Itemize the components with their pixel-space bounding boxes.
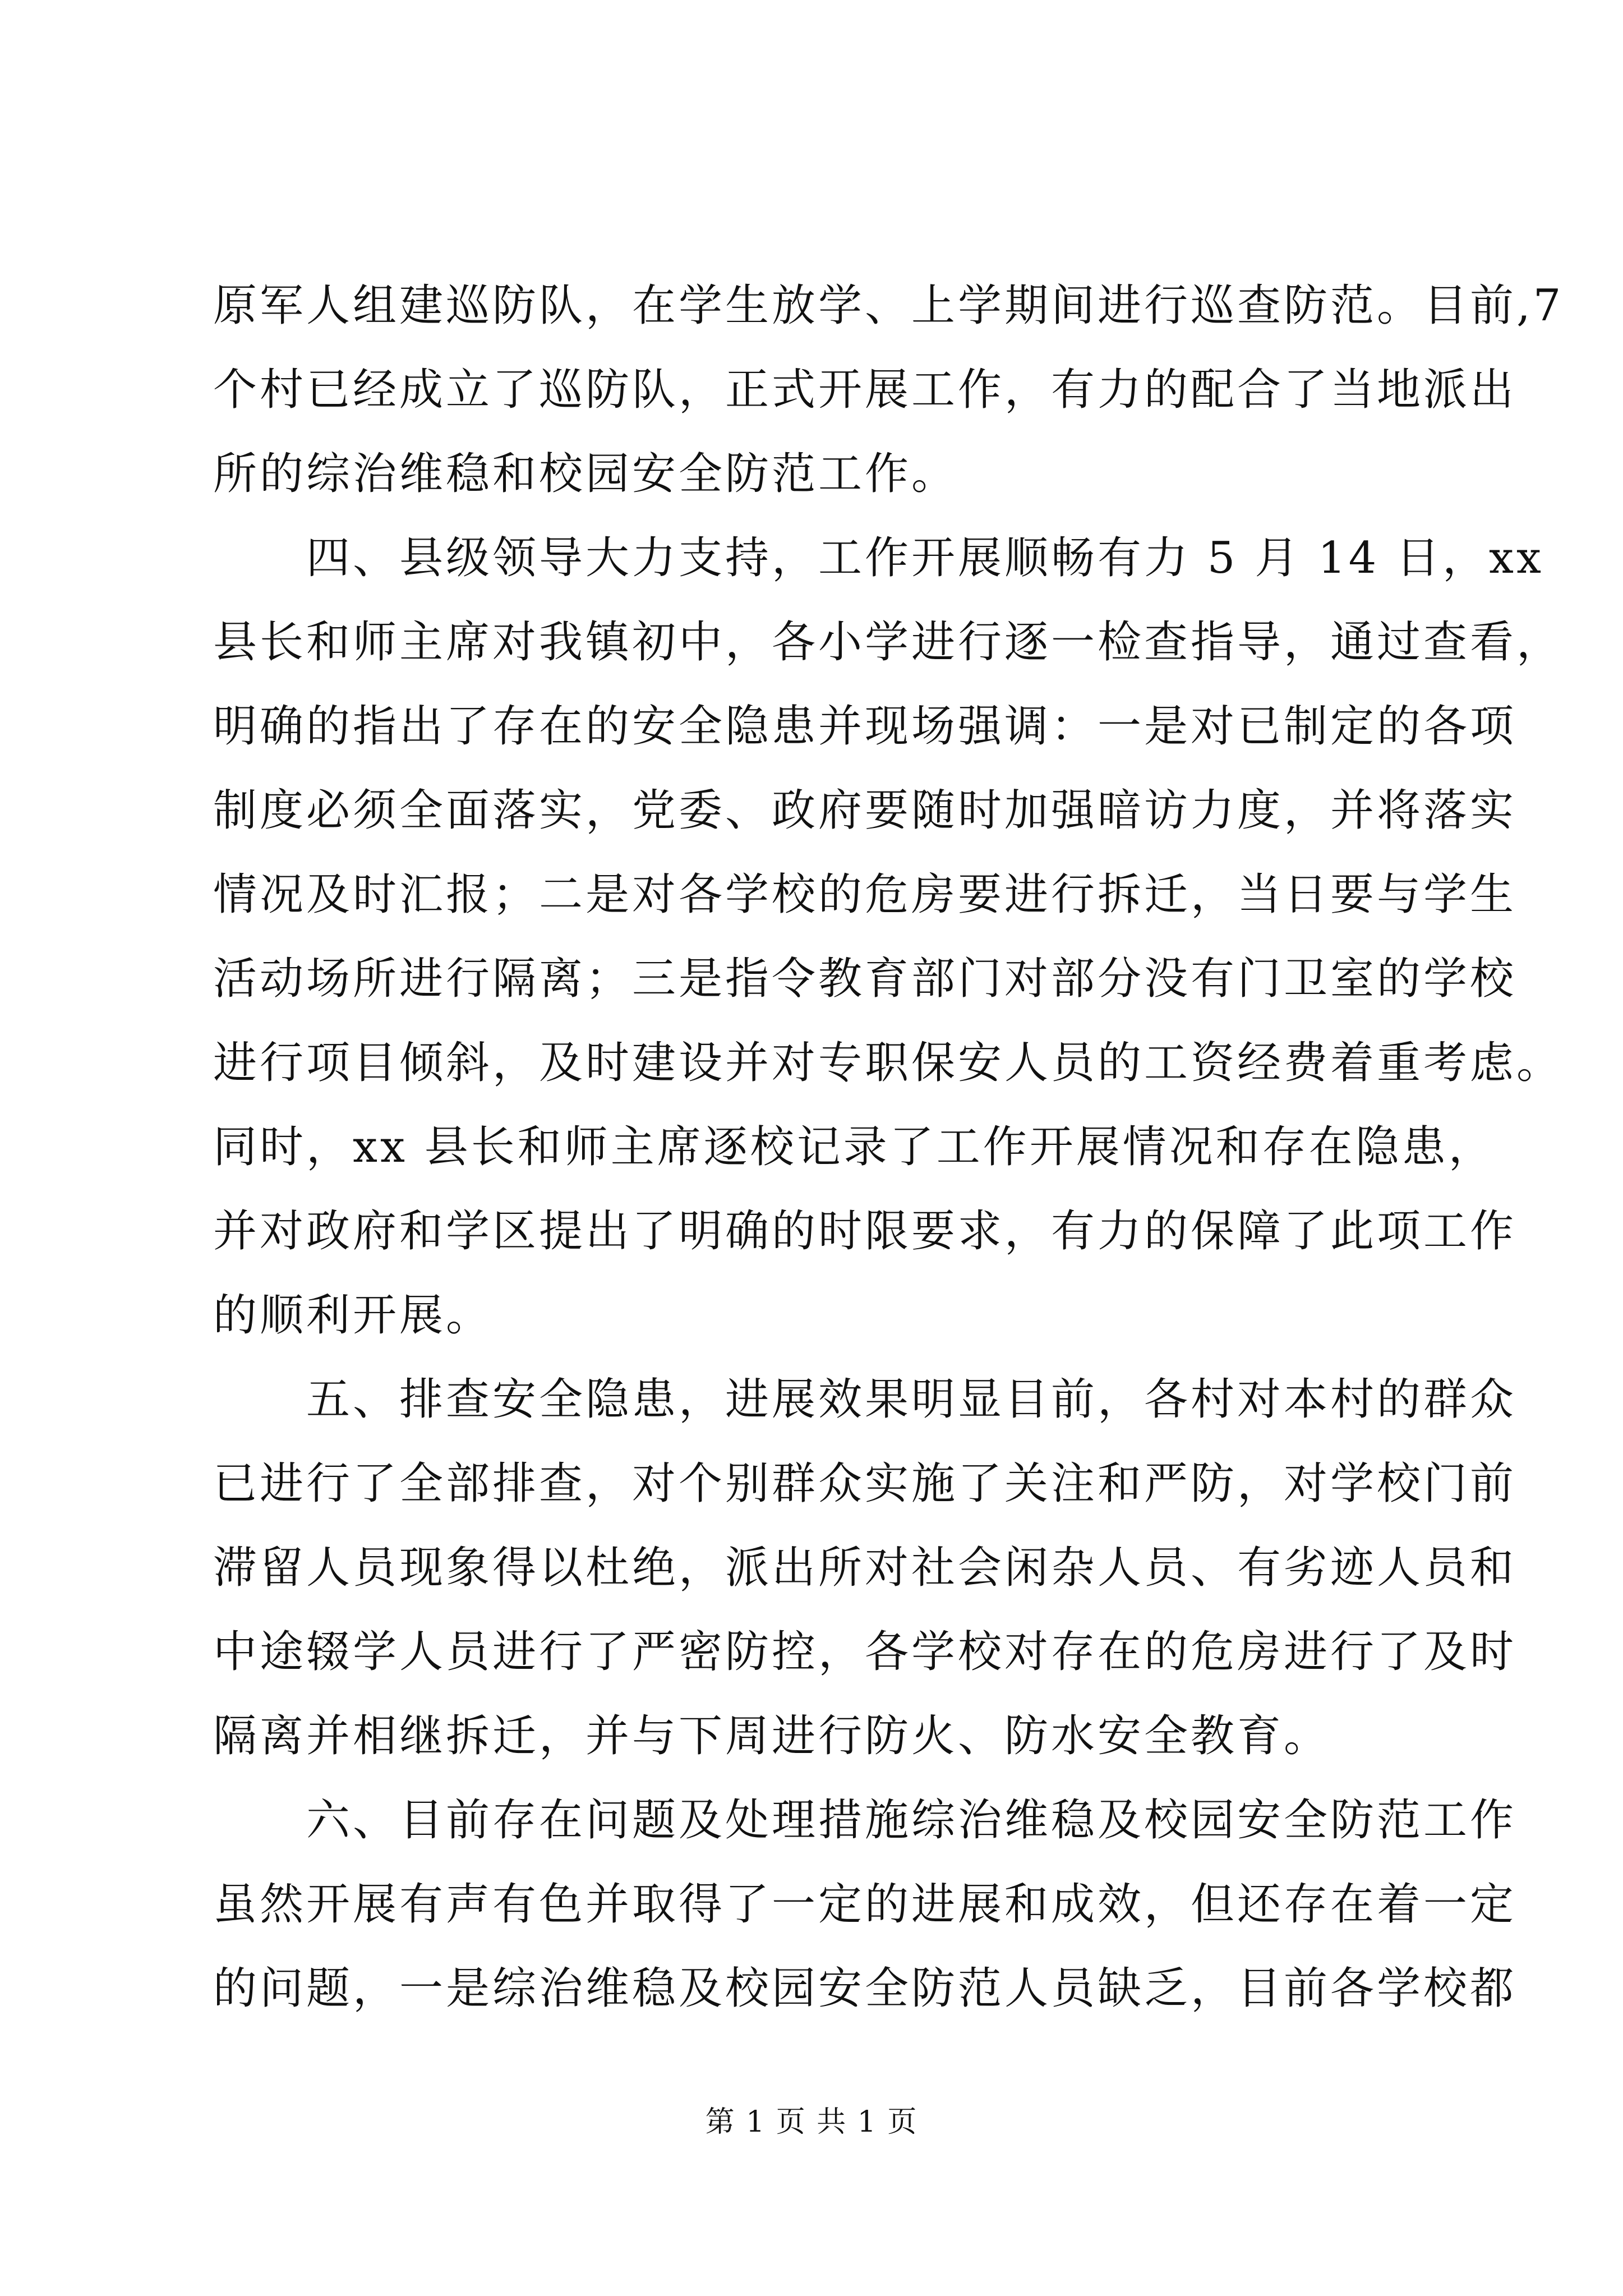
text-line: 五、排查安全隐患，进展效果明显目前，各村对本村的群众 bbox=[213, 1374, 1517, 1425]
text-line: 四、县级领导大力支持，工作开展顺畅有力 5 月 14 日，xx bbox=[213, 533, 1544, 583]
text-line: 六、目前存在问题及处理措施综治维稳及校园安全防范工作 bbox=[213, 1795, 1517, 1846]
text-line: 同时，xx 县长和师主席逐校记录了工作开展情况和存在隐患， bbox=[213, 1122, 1495, 1172]
text-line: 已进行了全部排查，对个别群众实施了关注和严防，对学校门前 bbox=[213, 1458, 1517, 1509]
text-line: 虽然开展有声有色并取得了一定的进展和成效，但还存在着一定 bbox=[213, 1879, 1517, 1930]
text-line: 个村已经成立了巡防队，正式开展工作，有力的配合了当地派出 bbox=[213, 365, 1517, 415]
text-line: 隔离并相继拆迁，并与下周进行防火、防水安全教育。 bbox=[213, 1711, 1331, 1761]
text-line: 滞留人员现象得以杜绝，派出所对社会闲杂人员、有劣迹人员和 bbox=[213, 1543, 1517, 1593]
text-line: 进行项目倾斜，及时建设并对专职保安人员的工资经费着重考虑。 bbox=[213, 1038, 1564, 1088]
text-line: 制度必须全面落实，党委、政府要随时加强暗访力度，并将落实 bbox=[213, 785, 1517, 836]
text-line: 中途辍学人员进行了严密防控，各学校对存在的危房进行了及时 bbox=[213, 1627, 1517, 1677]
page-footer bbox=[0, 2098, 1623, 2140]
text-line: 的顺利开展。 bbox=[213, 1290, 493, 1341]
page-number-label: 第 1 页 共 1 页 bbox=[705, 2105, 918, 2139]
text-line: 明确的指出了存在的安全隐患并现场强调：一是对已制定的各项 bbox=[213, 701, 1517, 752]
text-line: 并对政府和学区提出了明确的时限要求，有力的保障了此项工作 bbox=[213, 1206, 1517, 1257]
text-line: 县长和师主席对我镇初中，各小学进行逐一检查指导，通过查看， bbox=[213, 617, 1564, 668]
text-line: 情况及时汇报；二是对各学校的危房要进行拆迁，当日要与学生 bbox=[213, 869, 1517, 920]
text-line: 所的综治维稳和校园安全防范工作。 bbox=[213, 449, 958, 499]
text-line: 原军人组建巡防队，在学生放学、上学期间进行巡查防范。目前,7 bbox=[213, 280, 1564, 331]
text-line: 的问题，一是综治维稳及校园安全防范人员缺乏，目前各学校都 bbox=[213, 1963, 1517, 2014]
document-body bbox=[213, 264, 1564, 2031]
text-line: 活动场所进行隔离；三是指令教育部门对部分没有门卫室的学校 bbox=[213, 954, 1517, 1004]
